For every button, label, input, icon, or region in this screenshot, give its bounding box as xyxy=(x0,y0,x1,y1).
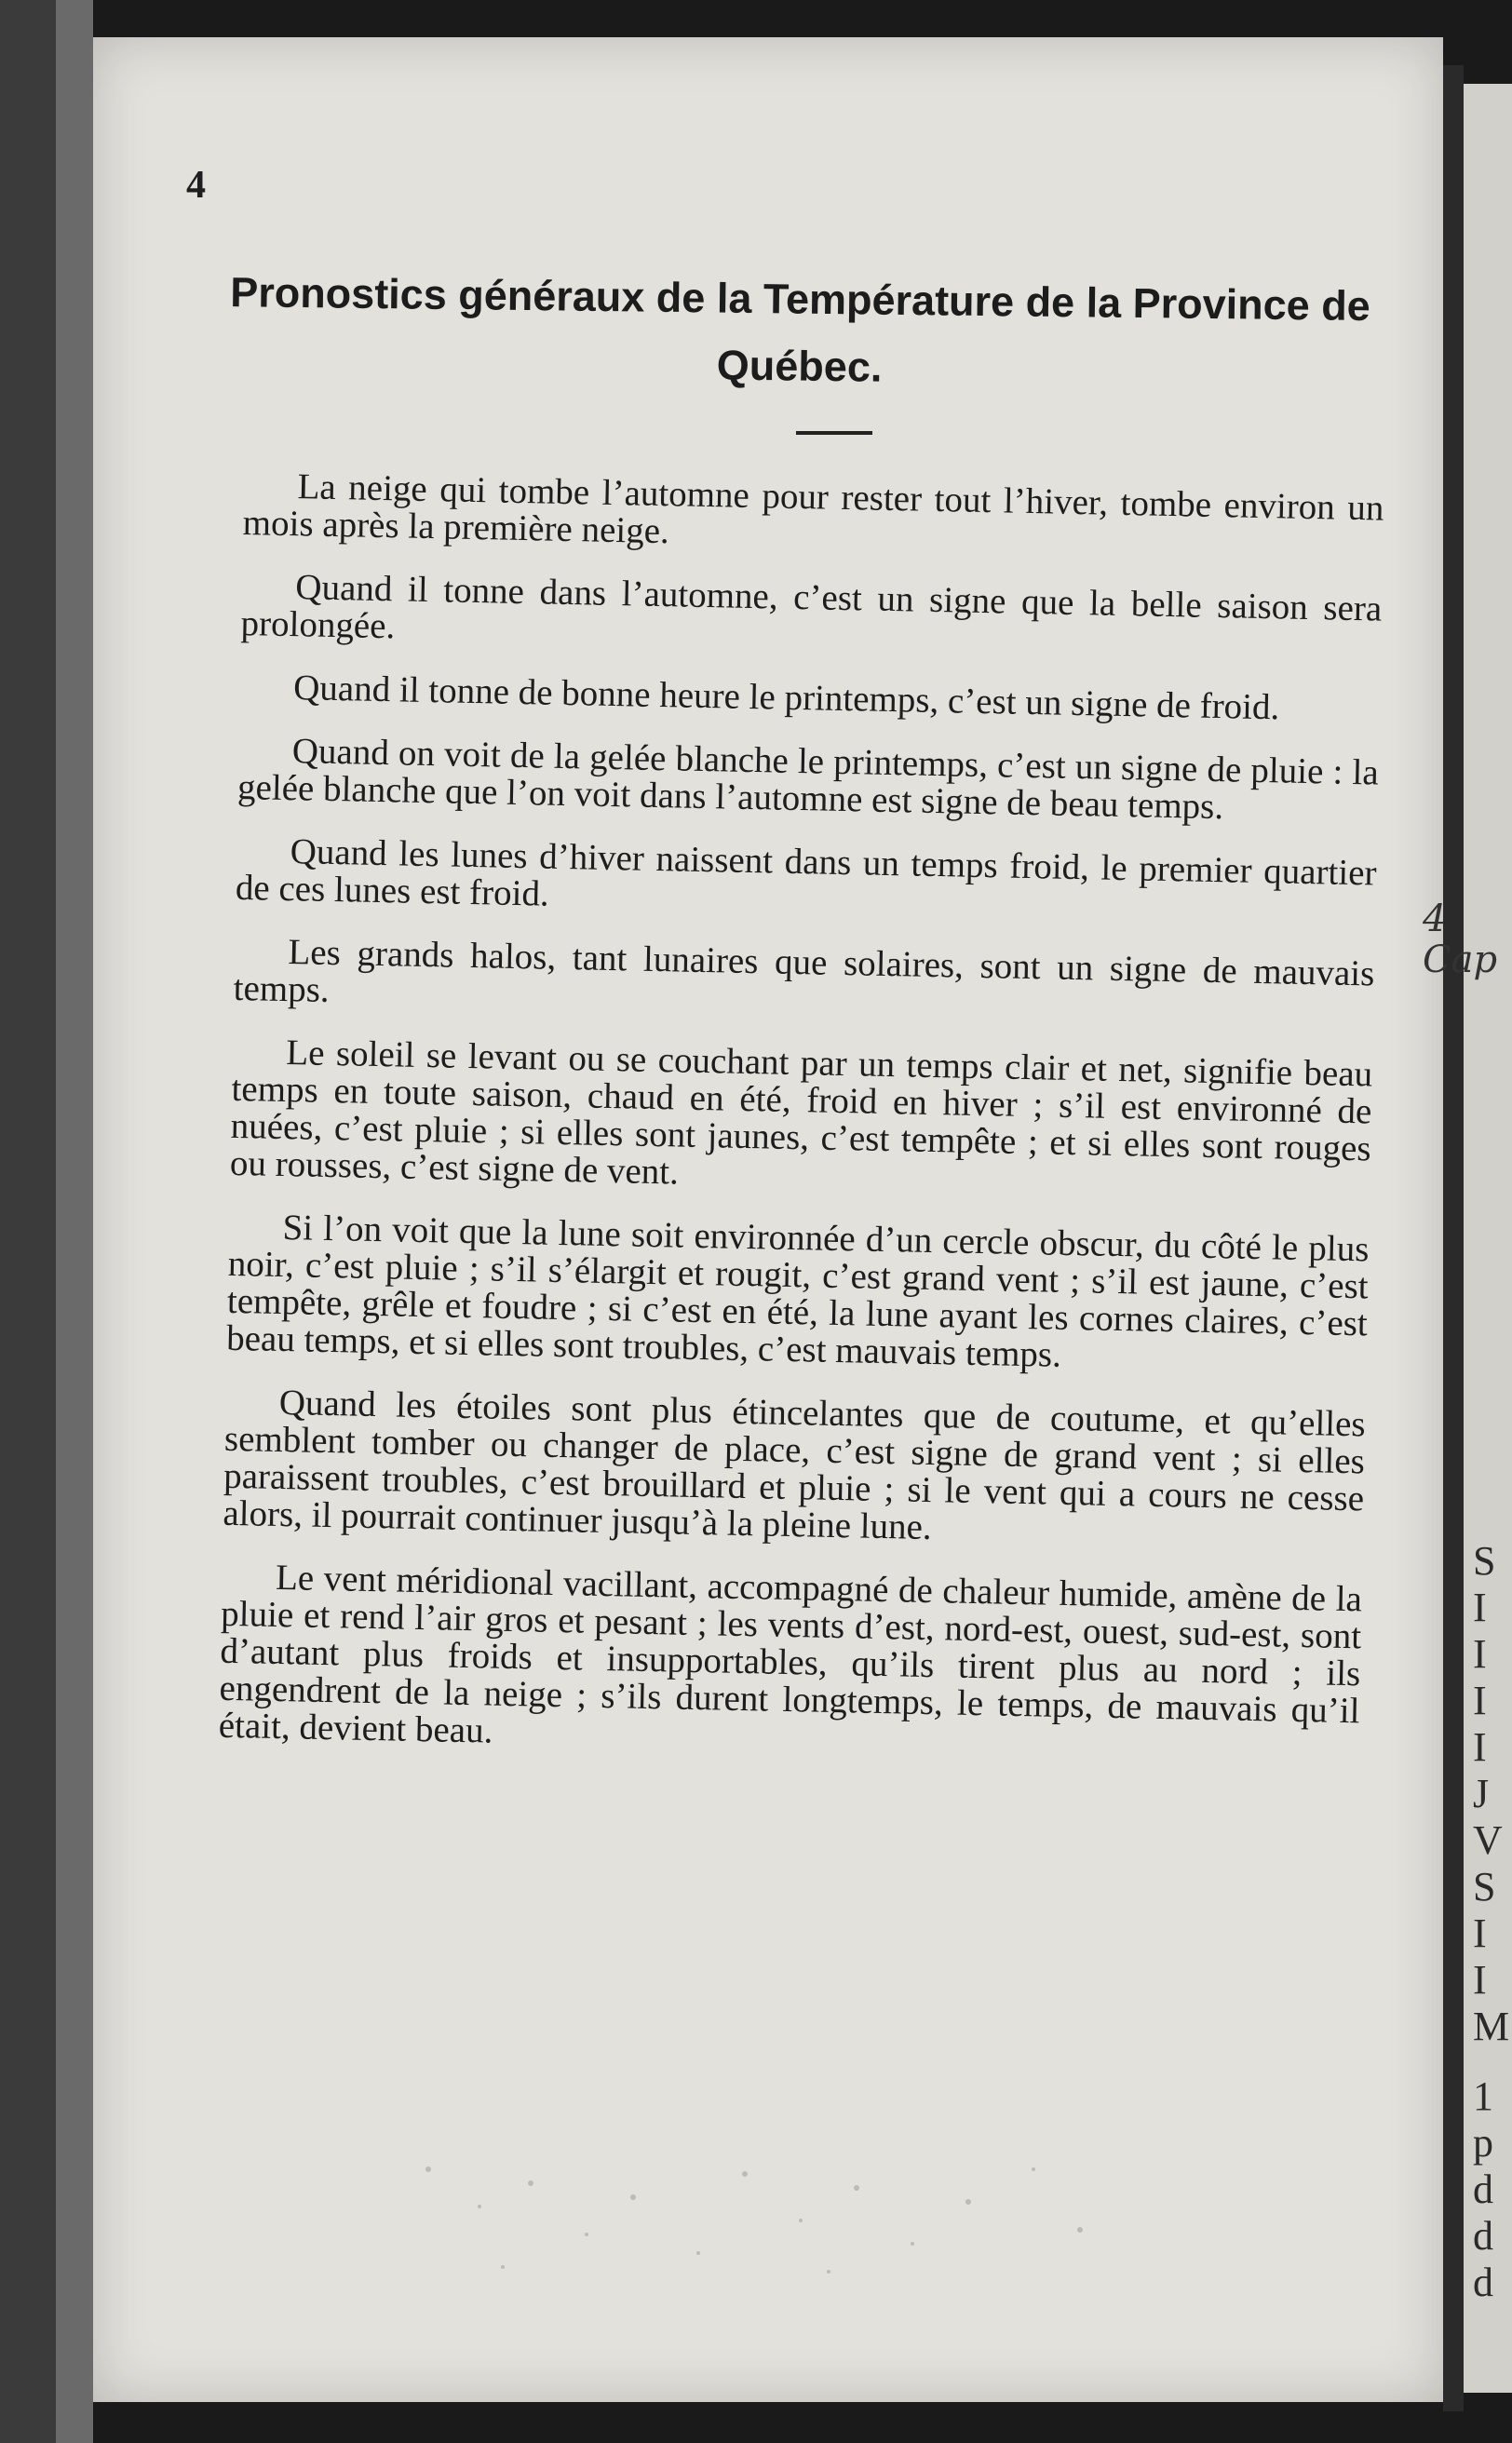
adjacent-letter: 1 xyxy=(1473,2073,1493,2119)
paragraph: Si l’on voit que la lune soit environnée d’un cercle obscur, du côté le plus noir, c’est pluie ; s’il s’élargit et rougit, c’est grand vent ; s’il est jaune, c’est tempête, grêle et foudre ; si c’est en été, la lune ayant les cornes claires, c’est beau temps, et si elles sont troubles, c’est mauvais temps. xyxy=(225,1208,1370,1375)
paragraph: La neige qui tombe l’automne pour rester tout l’hiver, tombe environ un mois après la première neige. xyxy=(242,466,1384,552)
paragraph: Les grands halos, tant lunaires que solaires, sont un signe de mauvais temps. xyxy=(233,932,1375,1010)
page-number: 4 xyxy=(186,164,206,207)
adjacent-letter: I xyxy=(1473,1724,1487,1770)
body-text xyxy=(218,467,1384,1793)
adjacent-letter: I xyxy=(1473,1631,1487,1677)
handwritten-note-line: 4 xyxy=(1423,898,1447,940)
book-spine-edge xyxy=(56,0,93,2443)
adjacent-page-edge xyxy=(1464,84,1512,2393)
paragraph: Quand il tonne de bonne heure le printemps, c’est un signe de froid. xyxy=(292,668,1280,728)
paragraph: Quand les étoiles sont plus étincelantes que de coutume, et qu’elles semblent tomber ou changer de place, c’est signe de grand vent ; si elles paraissent troubles, c’est brouillard et pluie ; si le vent qui a cours ne cesse alors, il pourrait continuer jusqu’à la pleine lune. xyxy=(223,1382,1367,1548)
paragraph: Quand les lunes d’hiver naissent dans un temps froid, le premier quartier de ces lunes est froid. xyxy=(235,831,1377,914)
handwritten-margin-note xyxy=(1423,898,1497,980)
adjacent-letter: d xyxy=(1473,2260,1493,2305)
paragraph: Le vent méridional vacillant, accompagné de chaleur humide, amène de la pluie et rend l’air gros et pesant ; les vents d’est, nord-est, ouest, sud-est, sont d’autant plus froids et insupportables, qu’ils tirent plus au nord ; ils engendrent de la neige ; s’ils durent longtemps, le temps, de mauvais qu’il était, devient beau. xyxy=(218,1557,1363,1751)
title-divider xyxy=(796,431,872,435)
adjacent-letter: S xyxy=(1473,1864,1496,1910)
adjacent-letter: V xyxy=(1473,1817,1503,1863)
adjacent-letter: I xyxy=(1473,1957,1487,2003)
adjacent-letter: S xyxy=(1473,1538,1496,1584)
page-gutter xyxy=(1443,65,1464,2411)
adjacent-letter: d xyxy=(1473,2166,1493,2212)
adjacent-letter: I xyxy=(1473,1910,1487,1956)
adjacent-letter: d xyxy=(1473,2213,1493,2259)
page-title: Pronostics généraux de la Température de la Province de Québec. xyxy=(229,268,1371,391)
paper-specks xyxy=(391,2151,1136,2290)
paragraph: Quand il tonne dans l’automne, c’est un signe que la belle saison sera prolongée. xyxy=(240,567,1383,647)
adjacent-letter: p xyxy=(1473,2120,1493,2166)
scan-left-border xyxy=(0,0,56,2443)
adjacent-letter: J xyxy=(1473,1771,1490,1816)
paragraph: Quand on voit de la gelée blanche le printemps, c’est un signe de pluie : la gelée blanche que l’on voit dans l’automne est signe de beau temps. xyxy=(236,731,1380,828)
paragraph: Le soleil se levant ou se couchant par un temps clair et net, signifie beau temps en toute saison, chaud en été, froid en hiver ; s’il est environné de nuées, c’est pluie ; si elles sont jaunes, c’est tempête ; et si elles sont rouges ou rousses, c’est signe de vent. xyxy=(229,1033,1373,1193)
adjacent-letter: M xyxy=(1473,2004,1510,2049)
adjacent-letter: I xyxy=(1473,1678,1487,1723)
adjacent-letter: I xyxy=(1473,1585,1487,1630)
handwritten-note-line: Cap xyxy=(1423,938,1498,981)
